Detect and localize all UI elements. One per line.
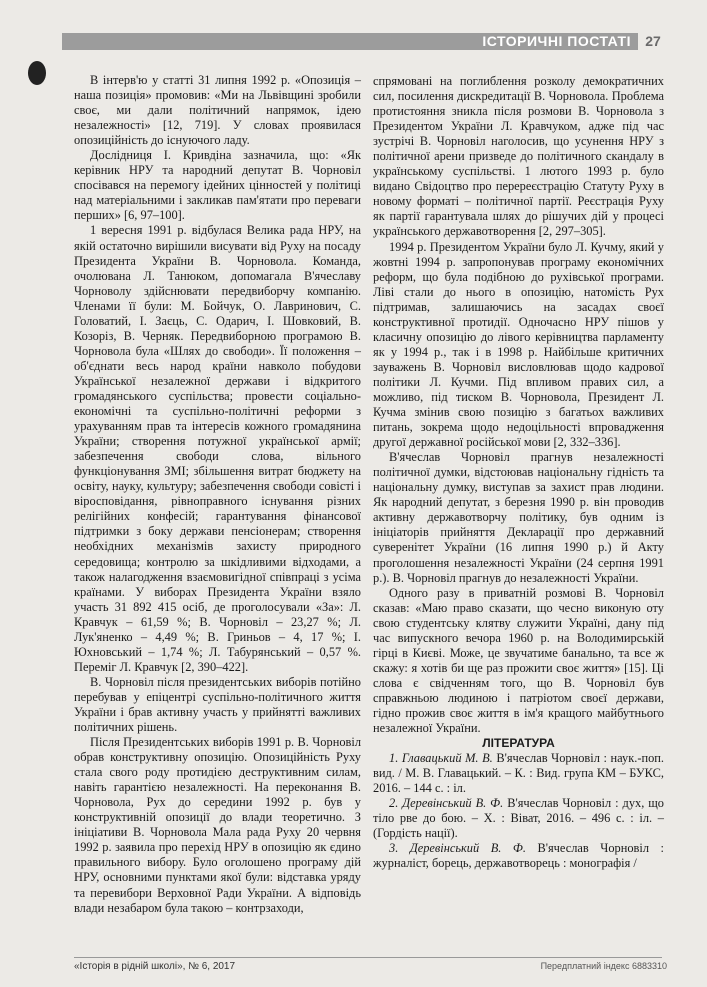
section-title: ІСТОРИЧНІ ПОСТАТІ <box>482 33 631 49</box>
left-column <box>74 73 361 916</box>
paragraph: 1 вересня 1991 р. відбулася Велика рада НРУ, на якій остаточно вирішили висувати від Руху на посаду Президента України В. Чорновола. Команда, очолювана Л. Танюком, допомагала В'ячеславу Чорноволу здійснювати передвиборчу компанію. Членами її були: М. Бойчук, О. Лавринович, С. Головатий, І. Заєць, С. Одарич, І. Шовковий, В. Козоріз, В. Черняк. Передвиборною програмою В. Чорновола була «Шлях до свободи». Її положення – об'єднати весь народ країни навколо побудови Української незалежної держави і відкритого громадянського суспільства; провести соціально-економічні та суспільно-політичні реформи з урахуванням прав та інтересів кожного громадянина України; створення потужної української армії; забезпечення свободи слова, вільного функціонування ЗМІ; збільшення витрат бюджету на освіту, науку, культуру; забезпечення свободи совісті і віросповідання, рівноправного існування різних релігійних конфесій; гарантування фінансової підтримки з боку держави пенсіонерам; створення необхідних механізмів захисту природного середовища; контролю за шкідливими відходами, а також налагодження взаємовигідної співпраці з усіма країнами. У виборах Президента України взяло участь 31 892 415 осіб, де проголосували «За»: Л. Кравчук – 61,59 %; В. Чорновіл – 23,27 %; Л. Лук'яненко – 4,49 %; В. Гриньов – 4, 17 %; І. Юхновський – 1,74 %; Л. Табурянський – 0,57 %. Переміг Л. Кравчук [2, 390–422]. <box>74 223 361 674</box>
paragraph: Після Президентських виборів 1991 р. В. Чорновіл обрав конструктивну опозицію. Опозиційність Руху стала свого роду протидією деструктивним силам, навіть гарантією незалежності. На переконання В. Чорновола, Рух до середини 1992 р. був у конструктивній опозиції до влади теоретично. З ініціативи В. Чорновола Мала рада Руху 20 червня 1992 р. заявила про перехід НРУ в опозицію як єдино правильного вибору. Було оголошено програму дій НРУ, основними пунктами якої були: відставка уряду та перевибори Верховної Ради України. А відповідь влади незабаром була такою – контрзаходи, <box>74 735 361 915</box>
page-number: 27 <box>645 33 661 49</box>
literature-item <box>373 841 664 871</box>
literature-author: 2. Деревінський В. Ф. <box>389 796 504 811</box>
footer-divider <box>74 957 662 958</box>
paragraph: Дослідниця І. Кривдіна зазначила, що: «Як керівник НРУ та народний депутат В. Чорновіл спосівався на перемогу ідейних цінностей у політиці над матеріальними і закликав пам'ятати про переваги перших» [6, 97–100]. <box>74 148 361 223</box>
footer-index: Передплатний індекс 6883310 <box>540 961 667 971</box>
paragraph: В. Чорновіл після президентських виборів потійно перебував у епіцентрі суспільно-політичного життя України і брав активну участь у прийнятті важливих політичних рішень. <box>74 674 361 735</box>
punch-hole <box>28 61 46 85</box>
right-column <box>373 74 664 871</box>
literature-text: В'ячеслав Чорновіл : журналіст, борець, державотворець : монографія / <box>373 841 664 871</box>
literature-author: 1. Главацький М. В. <box>389 751 493 766</box>
literature-text: В'ячеслав Чорновіл : наук.-поп. вид. / М. В. Главацький. – К. : Вид. група КМ – БУКС, 2016. – 144 с. : іл. <box>373 751 664 796</box>
paragraph: В інтерв'ю у статті 31 липня 1992 р. «Опозиція – наша позиція» промовив: «Ми на Львівщині зробили своє, ми дали політичний напрямок, ідею незалежності» [12, 719]. У словах проявилася опозиційність до існуючого ладу. <box>74 73 361 148</box>
literature-item <box>373 751 664 796</box>
literature-title: ЛІТЕРАТУРА <box>482 736 555 751</box>
literature-text: В'ячеслав Чорновіл : дух, що тіло рве до бою. – Х. : Віват, 2016. – 496 с. : іл. – (Гордість нації). <box>373 796 664 841</box>
paragraph: 1994 р. Президентом України було Л. Кучму, який у жовтні 1994 р. запропонував програму економічних реформ, що була подібною до рухівської програми. Ліві стали до нього в опозицію, натомість Рух підтримав, залишаючись на засадах своєї конструктивної протидії. Одночасно НРУ пішов у класичну опозицію до лівого керівництва парламенту як у 1994 р., так і в 1998 р. Найбільше критичних зауважень В. Чорновіл висловлював щодо кадрової політики Л. Кучми. Під впливом правих сил, а можливо, під тиском В. Чорновола, Президент Л. Кучма змінив свою позицію з багатьох важливих питань, зокрема щодо недоцільності впровадження другої державної російської мови [2, 332–336]. <box>373 239 664 450</box>
paragraph: спрямовані на поглиблення розколу демократичних сил, посилення дискредитації В. Чорновола. Проблема протистояння зникла після розмови В. Чорновола з Президентом України Л. Кравчуком, адже під час зустрічі В. Чорновіл наголосив, що усунення НРУ з політичної арени призведе до політичного скандалу в українському суспільстві. 1 лютого 1993 р. було видано Свідоцтво про перереєстрацію Статуту Руху в новому форматі – політичної партії. Реєстрація Руху як партії гарантувала шлях до рішучих дій у процесі українського державотворення [2, 297–305]. <box>373 74 664 239</box>
paragraph: В'ячеслав Чорновіл прагнув незалежності політичної думки, відстоював національну гідність та національну думку, виступав за захист прав людини. Як народний депутат, з березня 1990 р. він проводив активну державотворчу політику, був одним із ініціаторів прийняття Декларації про державний суверенітет України (16 липня 1990 р.) й Акту проголошення незалежності України (24 серпня 1991 р.). В. Чорновіл прагнув до незалежності України. <box>373 450 664 585</box>
literature-item <box>373 796 664 841</box>
paragraph: Одного разу в приватній розмові В. Чорновіл сказав: «Маю право сказати, що чесно виконую оту свою студентську клятву служити Україні, дану під час випускного вечора 1960 р. на Володимирській гірці в Києві. Може, це звучатиме банально, та все ж скажу: я хотів би ще раз прожити своє життя» [15]. Ці слова є свідченням того, що В. Чорновіл був справжньою людиною і патріотом своєї держави, гідно прожив своє життя в ім'я кращого майбутнього незалежної України. <box>373 585 664 736</box>
footer-journal: «Історія в рідній школі», № 6, 2017 <box>74 961 236 972</box>
literature-author: 3. Деревінський В. Ф. <box>389 841 526 856</box>
